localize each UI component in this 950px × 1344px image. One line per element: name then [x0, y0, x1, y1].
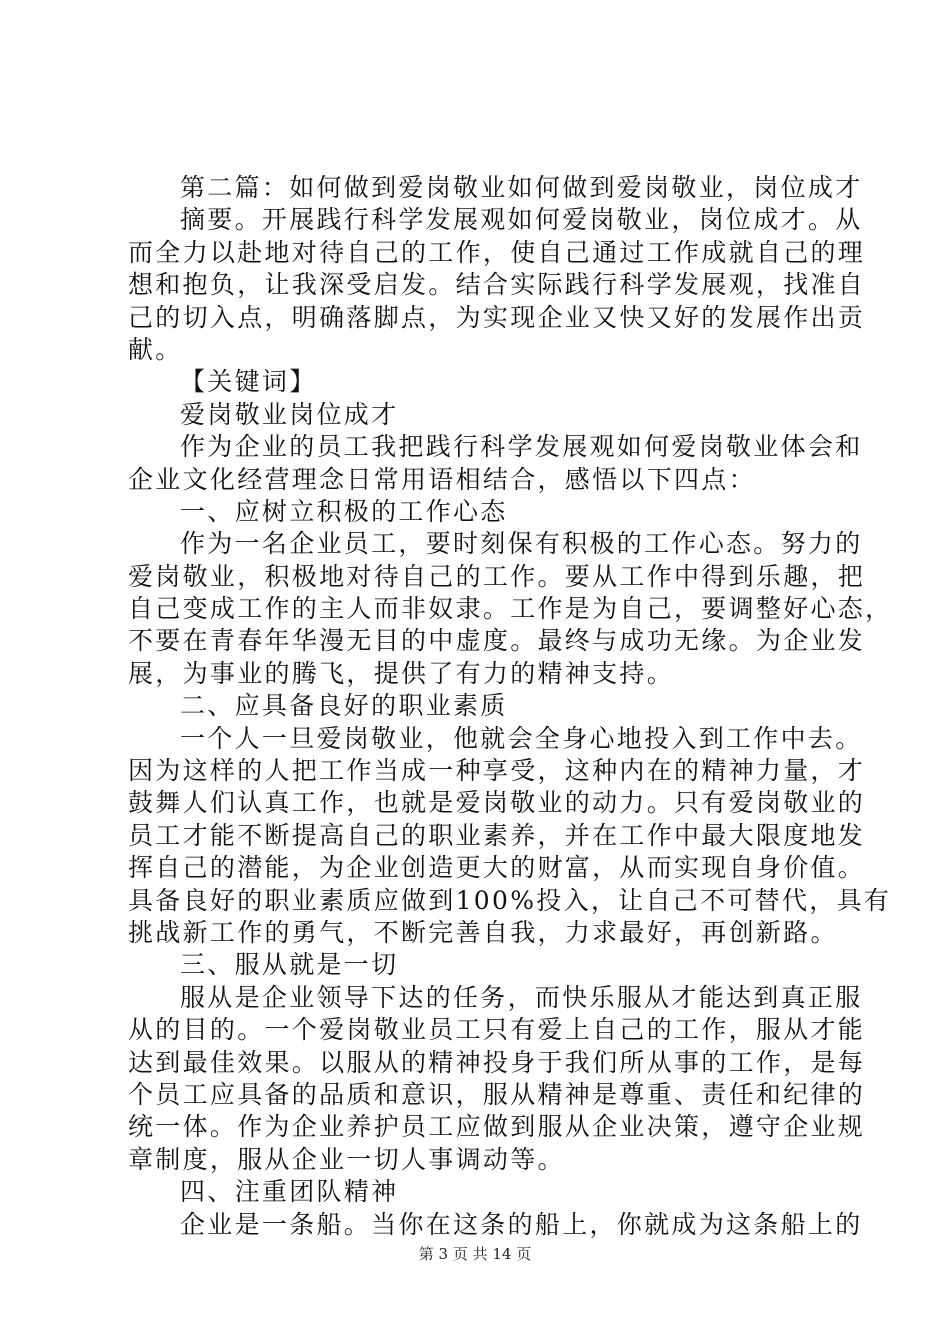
- abstract-line: 而全力以赴地对待自己的工作，使自己通过工作成就自己的理: [128, 237, 866, 267]
- page-number-footer: 第 3 页 共 14 页: [418, 1245, 532, 1263]
- paragraph-line: 爱岗敬业，积极地对待自己的工作。要从工作中得到乐趣，把: [128, 561, 866, 591]
- abstract-line: 献。: [128, 334, 183, 364]
- paragraph-line: 企业是一条船。当你在这条的船上，你就成为这条船上的: [180, 1209, 863, 1239]
- paragraph-line: 统一体。作为企业养护员工应做到服从企业决策，遵守企业规: [128, 1112, 866, 1142]
- section-title: 第二篇：如何做到爱岗敬业如何做到爱岗敬业，岗位成才: [180, 173, 863, 202]
- paragraph-line: 一个人一旦爱岗敬业，他就会全身心地投入到工作中去。: [180, 723, 863, 753]
- paragraph-line: 挥自己的潜能，为企业创造更大的财富，从而实现自身价值。: [128, 853, 866, 883]
- document-body: [128, 172, 893, 1241]
- abstract-line: 想和抱负，让我深受启发。结合实际践行科学发展观，找准自: [128, 270, 866, 300]
- keywords-value: 爱岗敬业岗位成才: [180, 399, 399, 429]
- abstract-line: 摘要。开展践行科学发展观如何爱岗敬业，岗位成才。从: [180, 205, 863, 235]
- paragraph-line: 因为这样的人把工作当成一种享受，这种内在的精神力量，才: [128, 756, 866, 786]
- paragraph-line: 挑战新工作的勇气，不断完善自我，力求最好，再创新路。: [128, 917, 838, 947]
- subheading-1: 一、应树立积极的工作心态: [180, 496, 508, 526]
- paragraph-line: 服从是企业领导下达的任务，而快乐服从才能达到真正服: [180, 982, 863, 1012]
- abstract-line: 己的切入点，明确落脚点，为实现企业又快又好的发展作出贡: [128, 302, 866, 332]
- paragraph-line: 作为一名企业员工，要时刻保有积极的工作心态。努力的: [180, 529, 863, 559]
- paragraph-line: 作为企业的员工我把践行科学发展观如何爱岗敬业体会和: [180, 432, 863, 462]
- paragraph-line: 自己变成工作的主人而非奴隶。工作是为自己，要调整好心态，: [128, 594, 893, 624]
- subheading-3: 三、服从就是一切: [180, 950, 399, 980]
- subheading-4: 四、注重团队精神: [180, 1177, 399, 1207]
- paragraph-line: 不要在青春年华漫无目的中虚度。最终与成功无缘。为企业发: [128, 626, 866, 656]
- paragraph-line: 从的目的。一个爱岗敬业员工只有爱上自己的工作，服从才能: [128, 1015, 866, 1045]
- paragraph-line: 员工才能不断提高自己的职业素养，并在工作中最大限度地发: [128, 820, 866, 850]
- keywords-heading: 【关键词】: [180, 367, 317, 397]
- paragraph-line: 企业文化经营理念日常用语相结合，感悟以下四点：: [128, 464, 756, 494]
- paragraph-line: 达到最佳效果。以服从的精神投身于我们所从事的工作，是每: [128, 1047, 866, 1077]
- paragraph-line: 章制度，服从企业一切人事调动等。: [128, 1144, 565, 1174]
- paragraph-line: 个员工应具备的品质和意识，服从精神是尊重、责任和纪律的: [128, 1079, 866, 1109]
- subheading-2: 二、应具备良好的职业素质: [180, 691, 508, 721]
- paragraph-line: 展，为事业的腾飞，提供了有力的精神支持。: [128, 658, 675, 688]
- paragraph-line: 具备良好的职业素质应做到100%投入，让自己不可替代，具有: [128, 885, 892, 915]
- paragraph-line: 鼓舞人们认真工作，也就是爱岗敬业的动力。只有爱岗敬业的: [128, 788, 866, 818]
